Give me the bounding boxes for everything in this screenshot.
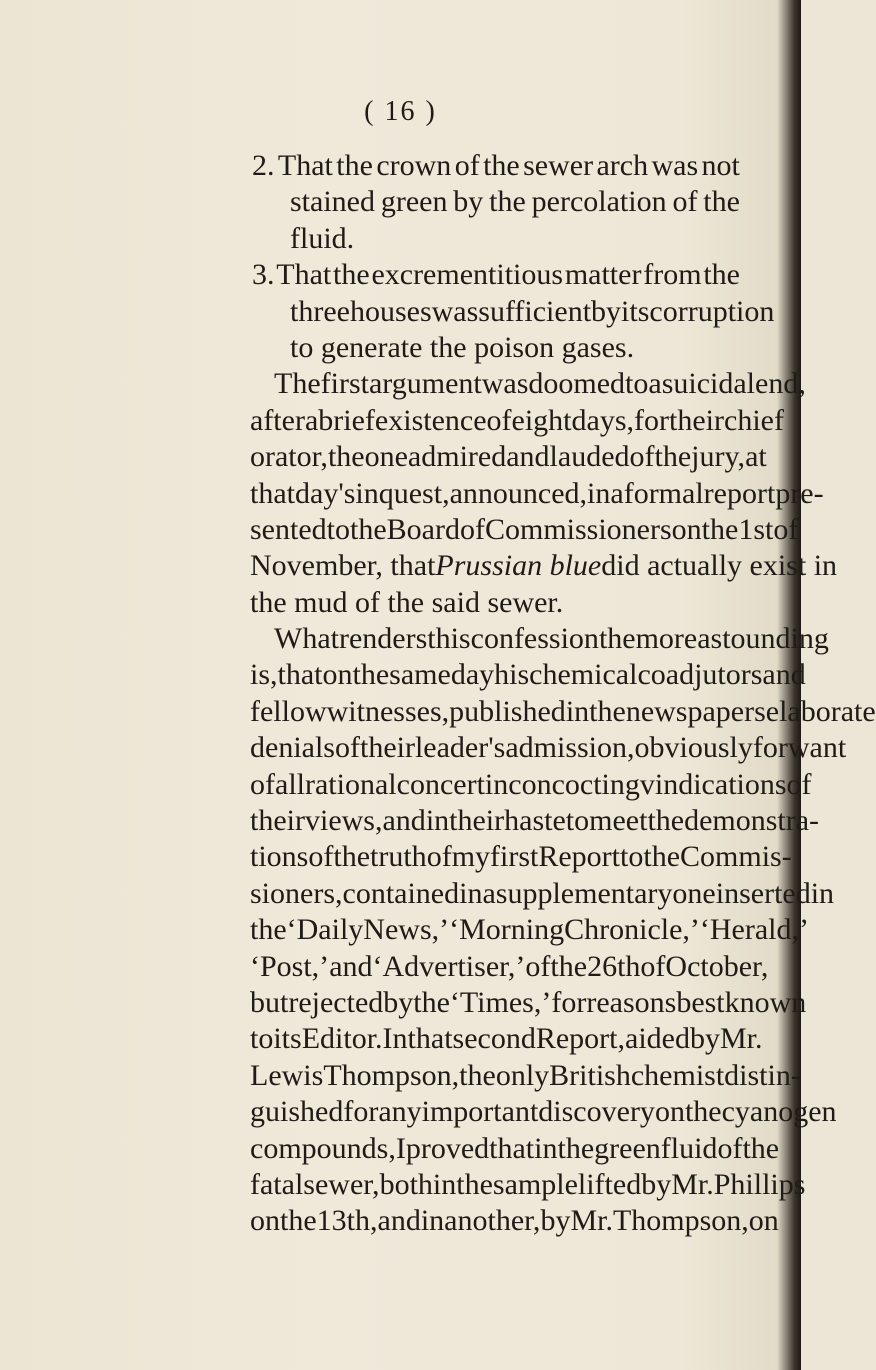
word: its <box>273 1022 302 1056</box>
word: its <box>621 294 650 328</box>
text-fragment: did actually exist in <box>601 549 838 583</box>
word: to <box>565 804 590 838</box>
word: green <box>380 185 448 219</box>
word: one <box>672 876 716 910</box>
word: vindications <box>639 767 787 801</box>
word: tions <box>250 840 309 874</box>
text-line <box>250 949 769 985</box>
word: by <box>591 294 622 328</box>
word: the <box>703 258 740 292</box>
word: and <box>329 949 373 983</box>
word: demonstra- <box>684 804 820 838</box>
word: day's <box>295 476 356 510</box>
word: Editor. <box>301 1022 383 1056</box>
word: Commissioners <box>484 512 672 546</box>
word: cyanogen <box>721 1095 837 1129</box>
word: the <box>643 840 681 874</box>
word: that <box>489 1131 535 1165</box>
word: chief <box>724 403 784 437</box>
word: ‘Daily <box>286 913 364 947</box>
word: important <box>421 1095 539 1129</box>
word: for <box>343 1095 379 1129</box>
word: was <box>651 149 699 182</box>
word: In <box>382 1022 408 1056</box>
word: in <box>425 804 450 838</box>
word: haste <box>504 804 566 838</box>
text-line <box>250 912 810 948</box>
word: to <box>625 367 649 401</box>
word: the <box>589 694 626 728</box>
word: obviously <box>634 731 753 765</box>
word: the <box>550 949 588 983</box>
word: by <box>383 985 414 1019</box>
word: from <box>643 258 702 292</box>
word: existence <box>374 403 487 437</box>
word: the <box>352 658 390 692</box>
word: best <box>676 985 725 1019</box>
word: News,’ <box>363 913 450 947</box>
word: coadjutors <box>637 658 763 692</box>
word: supplementary <box>495 876 673 910</box>
word: contained <box>342 876 460 910</box>
word: What <box>274 622 339 656</box>
word: witnesses, <box>326 694 450 728</box>
word: the <box>489 185 526 219</box>
text-line: the mud of the said sewer. <box>250 585 564 619</box>
text-line <box>250 294 775 330</box>
word: and <box>506 440 550 474</box>
word: that <box>407 1022 453 1056</box>
word: the <box>413 985 450 1019</box>
word: announced, <box>449 476 588 510</box>
word: houses <box>349 294 432 328</box>
word: their <box>449 804 505 838</box>
word: in <box>459 876 483 910</box>
word: fluid <box>660 1131 718 1165</box>
word: Mr. <box>719 1022 763 1056</box>
word: formal <box>623 476 704 510</box>
word: in <box>484 767 509 801</box>
word: the <box>647 804 685 838</box>
word: another, <box>444 1204 541 1238</box>
text-line <box>250 694 876 730</box>
text-line <box>250 803 820 839</box>
word: ‘Post,’ <box>250 949 330 983</box>
word: day <box>450 658 495 692</box>
word: sewer <box>523 149 594 182</box>
word: 26th <box>587 949 641 983</box>
word: ‘Times,’ <box>449 985 552 1019</box>
word: the <box>742 1131 780 1165</box>
word: the <box>349 512 387 546</box>
word: admired <box>407 440 507 474</box>
text-line <box>250 1203 779 1239</box>
word: by <box>689 1022 720 1056</box>
word: ‘Morning <box>449 913 565 947</box>
word: the <box>333 258 370 292</box>
word: known <box>724 985 807 1019</box>
word: I <box>395 1131 406 1165</box>
word: of <box>334 731 360 765</box>
word: Phillips <box>713 1167 806 1201</box>
word: and <box>382 804 426 838</box>
word: Mr. <box>671 1167 714 1201</box>
word: The <box>274 367 321 401</box>
word: their <box>359 731 415 765</box>
word: and <box>377 1204 421 1238</box>
word: their <box>669 403 724 437</box>
text-line <box>250 439 767 475</box>
word: Lewis <box>250 1058 324 1092</box>
word: on <box>250 1204 280 1238</box>
word: leader's <box>414 731 506 765</box>
word: at <box>745 440 767 474</box>
word: That <box>276 258 332 292</box>
word: not <box>701 149 740 182</box>
word: want <box>787 731 847 765</box>
word: the <box>336 149 373 182</box>
word: more <box>635 622 698 656</box>
text-line <box>250 1058 801 1094</box>
word: views, <box>304 804 383 838</box>
word: of <box>525 949 551 983</box>
word: sioners, <box>250 876 343 910</box>
word: green <box>594 1131 661 1165</box>
text-line <box>250 985 807 1021</box>
word: rejected <box>288 985 384 1019</box>
word: for <box>551 985 587 1019</box>
word: sewer, <box>303 1167 380 1201</box>
word: truth <box>370 840 427 874</box>
word: both <box>379 1167 433 1201</box>
word: the <box>703 185 740 219</box>
word: the <box>250 913 287 947</box>
word: October, <box>665 949 769 983</box>
text-line <box>250 621 829 657</box>
text-line <box>250 257 740 293</box>
word: a <box>304 403 319 437</box>
text-fragment: November, that <box>250 549 436 583</box>
text-line <box>250 548 838 584</box>
word: that <box>250 476 295 510</box>
word: 2. <box>252 149 275 182</box>
word: sented <box>250 512 327 546</box>
word: three <box>290 294 350 328</box>
word: but <box>250 985 289 1019</box>
word: aided <box>625 1022 690 1056</box>
word: stained <box>290 185 375 219</box>
word: Chronicle,’ <box>564 913 700 947</box>
word: Report <box>538 840 621 874</box>
word: a <box>610 476 624 510</box>
word: the <box>327 440 365 474</box>
word: distin- <box>724 1058 801 1092</box>
word: days, <box>571 403 635 437</box>
word: eight <box>511 403 572 437</box>
word: discovery <box>538 1095 655 1129</box>
word: guished <box>250 1095 344 1129</box>
word: the <box>701 512 739 546</box>
word: sample <box>492 1167 578 1201</box>
word: suicidal <box>661 367 756 401</box>
word: a <box>482 876 496 910</box>
word: first <box>320 367 369 401</box>
word: That <box>277 149 333 182</box>
word: crown <box>376 149 452 182</box>
text-line: to generate the poison gases. <box>290 330 635 364</box>
word: brief <box>318 403 375 437</box>
word: in <box>810 876 835 910</box>
word: Commis- <box>680 840 792 874</box>
word: doomed <box>528 367 626 401</box>
word: by <box>540 1204 571 1238</box>
word: the <box>654 440 692 474</box>
word: in <box>565 694 590 728</box>
word: of <box>672 185 698 219</box>
word: Thompson, <box>323 1058 460 1092</box>
word: the <box>280 1204 317 1238</box>
word: of <box>717 1131 743 1165</box>
word: 13th, <box>316 1204 378 1238</box>
word: was <box>431 294 479 328</box>
word: by <box>453 185 484 219</box>
word: one <box>364 440 408 474</box>
word: of <box>786 767 812 801</box>
word: concocting <box>508 767 640 801</box>
word: the <box>557 1131 595 1165</box>
word: jury, <box>691 440 746 474</box>
word: their <box>250 804 305 838</box>
text-line <box>250 148 740 184</box>
word: of <box>486 403 512 437</box>
word: a <box>648 367 662 401</box>
word: meet <box>589 804 648 838</box>
word: the <box>483 149 520 182</box>
word: chemist <box>630 1058 725 1092</box>
word: end, <box>755 367 806 401</box>
word: of <box>640 949 666 983</box>
word: astounding <box>697 622 829 656</box>
text-line <box>250 767 812 803</box>
word: of <box>629 440 655 474</box>
word: of <box>773 512 799 546</box>
word: inserted <box>715 876 811 910</box>
word: percolation <box>531 185 667 219</box>
word: the <box>456 1167 493 1201</box>
word: admission, <box>505 731 635 765</box>
text-line <box>250 1167 806 1203</box>
word: his <box>494 658 530 692</box>
word: Report, <box>535 1022 626 1056</box>
word: first <box>490 840 539 874</box>
word: Thompson, <box>612 1204 749 1238</box>
word: for <box>752 731 788 765</box>
text-line <box>250 657 806 693</box>
word: to <box>620 840 644 874</box>
word: elaborate <box>765 694 876 728</box>
word: to <box>326 512 350 546</box>
text-line <box>250 876 835 912</box>
word: in <box>587 476 611 510</box>
word: renders <box>338 622 428 656</box>
word: newspapers <box>625 694 766 728</box>
word: sufficient <box>478 294 592 328</box>
word: this <box>427 622 471 656</box>
word: arch <box>596 149 649 182</box>
word: the <box>459 1058 496 1092</box>
text-line <box>250 839 792 875</box>
text-line <box>250 512 799 548</box>
word: only <box>495 1058 550 1092</box>
word: on <box>654 1095 685 1129</box>
word: 1st <box>738 512 774 546</box>
word: by <box>641 1167 672 1201</box>
italic-term: Prussian blue <box>435 549 602 583</box>
word: denials <box>250 731 335 765</box>
text-line <box>250 403 784 439</box>
word: of <box>308 840 334 874</box>
word: argument <box>368 367 482 401</box>
word: the <box>598 622 636 656</box>
word: was <box>481 367 529 401</box>
text-line <box>250 1094 837 1130</box>
word: report <box>703 476 776 510</box>
word: and <box>762 658 806 692</box>
word: Mr. <box>570 1204 613 1238</box>
word: on <box>322 658 353 692</box>
word: of <box>454 149 480 182</box>
word: corruption <box>649 294 775 328</box>
word: rational <box>305 767 397 801</box>
word: matter <box>564 258 642 292</box>
word: reasons <box>586 985 677 1019</box>
word: in <box>420 1204 445 1238</box>
text-line <box>250 476 824 512</box>
word: compounds, <box>250 1131 396 1165</box>
word: of <box>250 767 275 801</box>
text-line <box>250 730 847 766</box>
page-number: ( 16 ) <box>364 96 437 127</box>
word: in <box>432 1167 457 1201</box>
text-line: fluid. <box>290 221 355 255</box>
word: fatal <box>250 1167 304 1201</box>
word: concert <box>396 767 485 801</box>
text-line <box>250 1131 780 1167</box>
word: pre- <box>775 476 824 510</box>
word: that <box>277 658 323 692</box>
text-line <box>250 366 806 402</box>
word: confession <box>470 622 599 656</box>
word: the <box>684 1095 722 1129</box>
word: after <box>250 403 305 437</box>
word: in <box>534 1131 558 1165</box>
word: inquest, <box>355 476 450 510</box>
word: for <box>634 403 670 437</box>
word: British <box>549 1058 631 1092</box>
word: is, <box>250 658 278 692</box>
word: ‘Advertiser,’ <box>372 949 526 983</box>
word: any <box>378 1095 422 1129</box>
word: same <box>389 658 451 692</box>
word: on <box>748 1204 779 1238</box>
word: published <box>449 694 566 728</box>
word: chemical <box>529 658 638 692</box>
word: on <box>671 512 702 546</box>
word: proved <box>405 1131 490 1165</box>
word: my <box>451 840 491 874</box>
word: to <box>250 1022 274 1056</box>
word: second <box>452 1022 536 1056</box>
text-line <box>250 1021 763 1057</box>
word: lauded <box>549 440 630 474</box>
word: excrementitious <box>371 258 564 292</box>
word: all <box>275 767 305 801</box>
word: lifted <box>577 1167 642 1201</box>
word: 3. <box>252 258 275 292</box>
word: the <box>333 840 371 874</box>
word: orator, <box>250 440 328 474</box>
word: of <box>459 512 485 546</box>
word: Board <box>386 512 460 546</box>
body-text <box>250 148 876 1240</box>
word: fellow <box>250 694 327 728</box>
word: ‘Herald,’ <box>699 913 810 947</box>
text-line <box>250 184 740 220</box>
word: of <box>426 840 452 874</box>
